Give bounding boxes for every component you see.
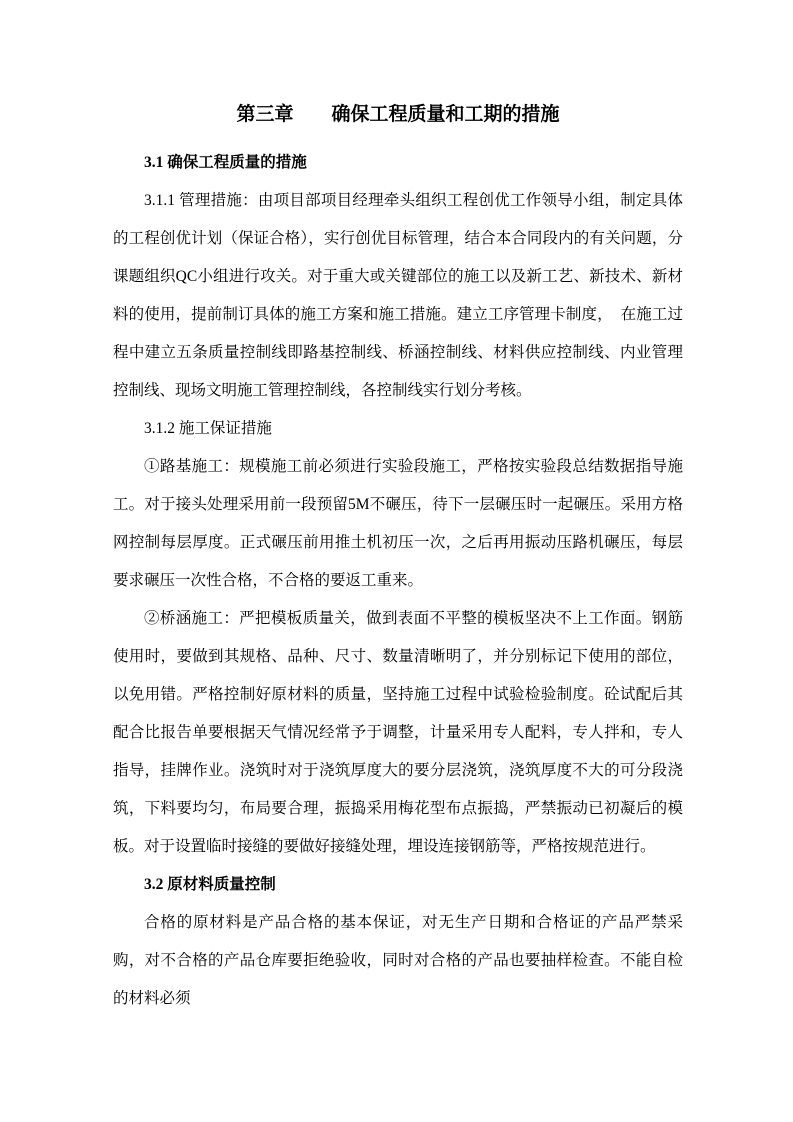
- section-heading-3-1: 3.1 确保工程质量的措施: [144, 154, 307, 171]
- chapter-title: 第三章 确保工程质量和工期的措施: [236, 104, 560, 125]
- paragraph-management-measures: 3.1.1 管理措施：由项目部项目经理牵头组织工程创优工作领导小组，制定具体的工程创优计划（保证合格），实行创优目标管理，结合本合同段内的有关问题，分课题组织QC小组进行攻关。对于重大或关键部位的施工以及新工艺、新技术、新材料的使用，提前制订具体的施工方案和施工措施。建立工序管理卡制度， 在施工过程中建立五条质量控制线即路基控制线、桥涵控制线、材料供应控制线、内业管理控制线、现场文明施工管理控制线，各控制线实行划分考核。: [113, 192, 683, 399]
- paragraph-bridge-culvert-construction: ②桥涵施工：严把模板质量关，做到表面不平整的模板坚决不上工作面。钢筋使用时，要做到其规格、品种、尺寸、数量清晰明了，并分别标记下使用的部位，以免用错。严格控制好原材料的质量，坚持施工过程中试验检验制度。砼试配后其配合比报告单要根据天气情况经常予于调整，计量采用专人配料，专人拌和，专人指导，挂牌作业。浇筑时对于浇筑厚度大的要分层浇筑，浇筑厚度不大的可分段浇筑，下料要均匀，布局要合理，振捣采用梅花型布点振捣，严禁振动已初凝后的模板。对于设置临时接缝的要做好接缝处理，埋设连接钢筋等，严格按规范进行。: [113, 610, 683, 855]
- paragraph-raw-material-quality: 合格的原材料是产品合格的基本保证，对无生产日期和合格证的产品严禁采购，对不合格的产品仓库要拒绝验收，同时对合格的产品也要抽样检查。不能自检的材料必须: [113, 914, 683, 1007]
- section-heading-3-1-2: 3.1.2 施工保证措施: [144, 420, 272, 437]
- section-heading-3-2: 3.2 原材料质量控制: [144, 876, 276, 893]
- paragraph-roadbed-construction: ①路基施工：规模施工前必须进行实验段施工，严格按实验段总结数据指导施工。对于接头处理采用前一段预留5M不碾压，待下一层碾压时一起碾压。采用方格网控制每层厚度。正式碾压前用推土机初压一次，之后再用振动压路机碾压，每层要求碾压一次性合格，不合格的要返工重来。: [113, 458, 683, 589]
